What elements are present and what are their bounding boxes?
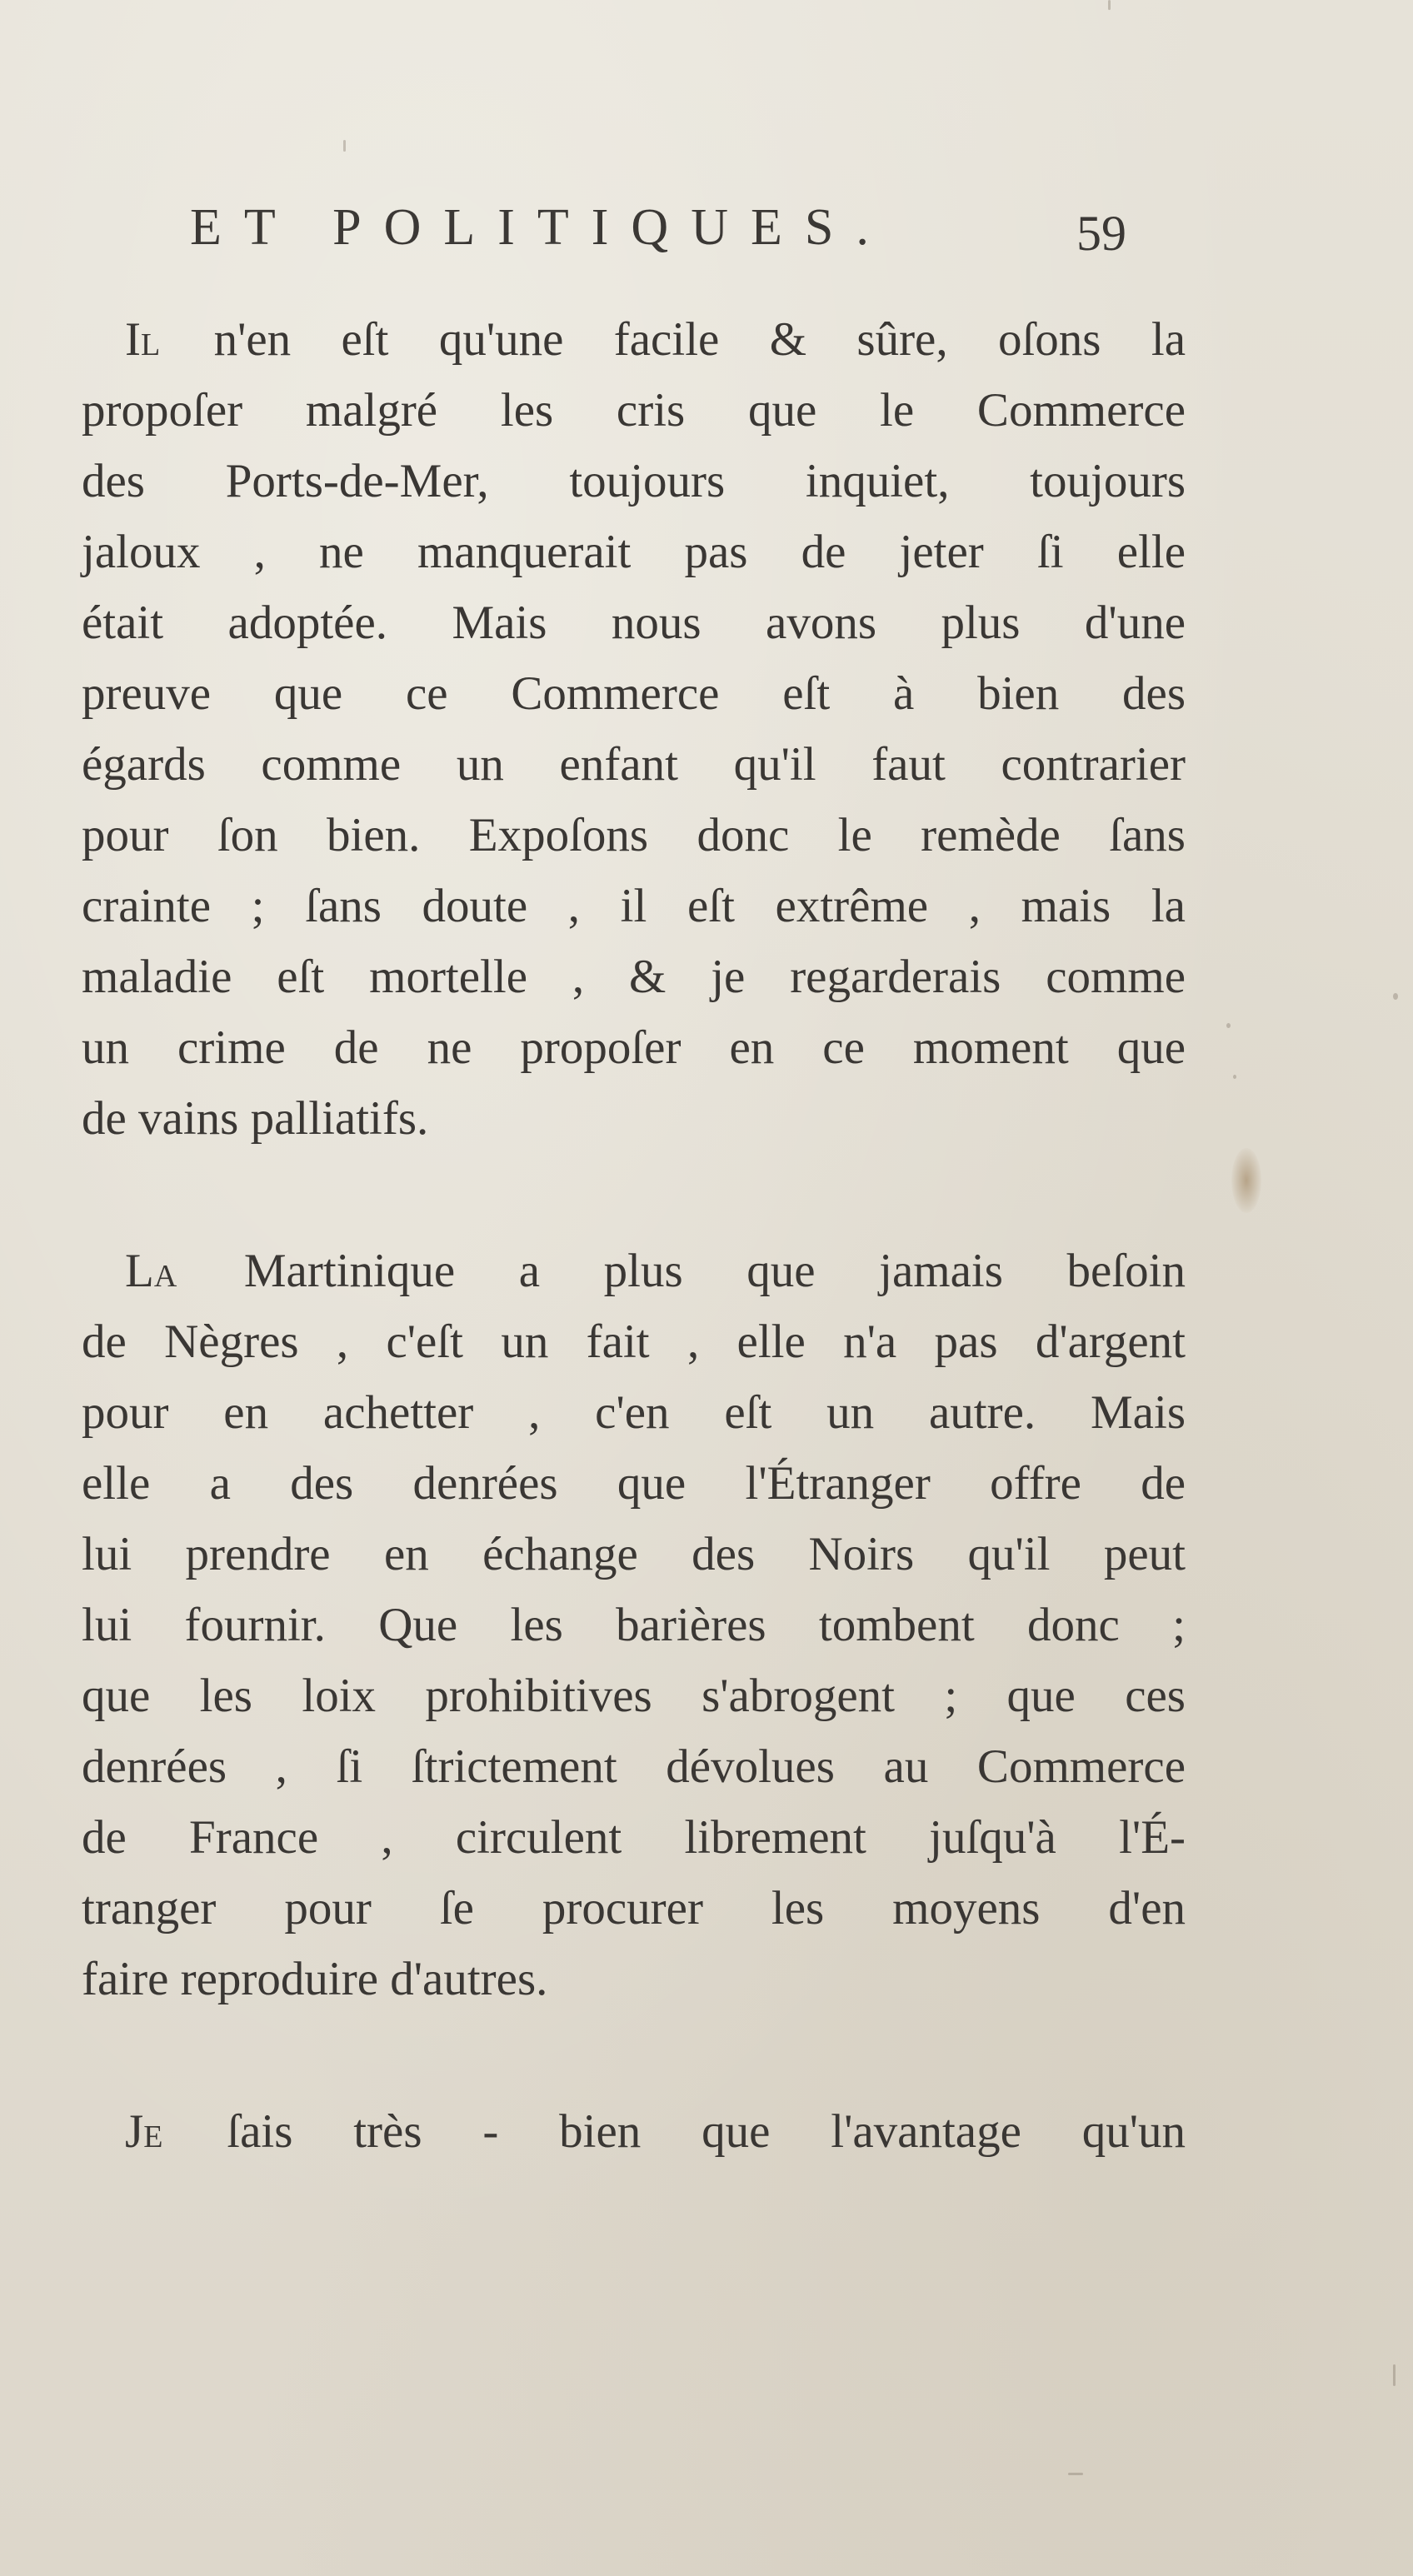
text-line: jaloux , ne manquerait pas de jeter ſi elle <box>82 526 1186 578</box>
text-line: de France , circulent librement juſqu'à l'É- <box>82 1811 1186 1864</box>
text-line: lui fournir. Que les barières tombent donc ; <box>82 1599 1186 1651</box>
line-text: n'en eſt qu'une facile & sûre, oſons la <box>163 313 1186 366</box>
paper-speck <box>1233 1075 1236 1079</box>
paragraph-3 <box>82 2096 1186 2167</box>
text-line: était adoptée. Mais nous avons plus d'une <box>82 597 1186 649</box>
text-line: égards comme un enfant qu'il faut contrarier <box>82 738 1186 791</box>
text-line: un crime de ne propoſer en ce moment que <box>82 1021 1186 1074</box>
text-line: de vains palliatifs. <box>82 1092 429 1145</box>
text-line: denrées , ſi ſtrictement dévolues au Commerce <box>82 1740 1186 1793</box>
line-text: Martinique a plus que jamais beſoin <box>180 1245 1186 1297</box>
text-line: tranger pour ſe procurer les moyens d'en <box>82 1882 1186 1934</box>
paragraph-2 <box>82 1236 1186 2014</box>
text-line: elle a des denrées que l'Étranger offre de <box>82 1457 1186 1510</box>
small-capital: E <box>143 2119 167 2154</box>
body-text <box>82 304 1186 2167</box>
text-line: pour ſon bien. Expoſons donc le remède ſans <box>82 809 1186 861</box>
text-line: pour en achetter , c'en eſt un autre. Mais <box>82 1386 1186 1439</box>
text-line: preuve que ce Commerce eſt à bien des <box>82 667 1186 720</box>
text-line <box>82 304 1186 375</box>
paper-speck <box>1393 993 1398 1000</box>
paper-speck <box>1226 1023 1231 1028</box>
paper-speck <box>343 140 346 152</box>
paragraph-1 <box>82 304 1186 1154</box>
paragraph-gap <box>82 1154 1186 1236</box>
small-capital: L <box>140 327 164 362</box>
page-number: 59 <box>1076 206 1126 261</box>
paragraph-gap <box>82 2014 1186 2096</box>
text-line: lui prendre en échange des Noirs qu'il peut <box>82 1528 1186 1580</box>
paper-stain <box>1231 1148 1261 1213</box>
paper-speck <box>1108 0 1111 10</box>
drop-capital: J <box>125 2105 144 2158</box>
text-line: que les loix prohibitives s'abrogent ; que ces <box>82 1670 1186 1722</box>
running-head: ET POLITIQUES. <box>190 199 891 256</box>
text-line: propoſer malgré les cris que le Commerce <box>82 384 1186 437</box>
paper-speck <box>1068 2473 1083 2475</box>
text-line: crainte ; ſans doute , il eſt extrême , mais la <box>82 880 1186 932</box>
text-line: des Ports-de-Mer, toujours inquiet, toujours <box>82 455 1186 507</box>
text-line: de Nègres , c'eſt un fait , elle n'a pas d'argent <box>82 1315 1186 1368</box>
drop-capital: I <box>125 313 141 366</box>
text-line: faire reproduire d'autres. <box>82 1953 548 2005</box>
drop-capital: L <box>125 1245 154 1297</box>
paper-speck <box>1393 2364 1396 2386</box>
text-line <box>82 2096 1186 2167</box>
text-line <box>82 1236 1186 1306</box>
text-line: maladie eſt mortelle , & je regarderais comme <box>82 951 1186 1003</box>
line-text: ſais très - bien que l'avantage qu'un <box>166 2105 1186 2158</box>
small-capital: A <box>153 1259 181 1294</box>
page-header <box>82 198 1181 265</box>
